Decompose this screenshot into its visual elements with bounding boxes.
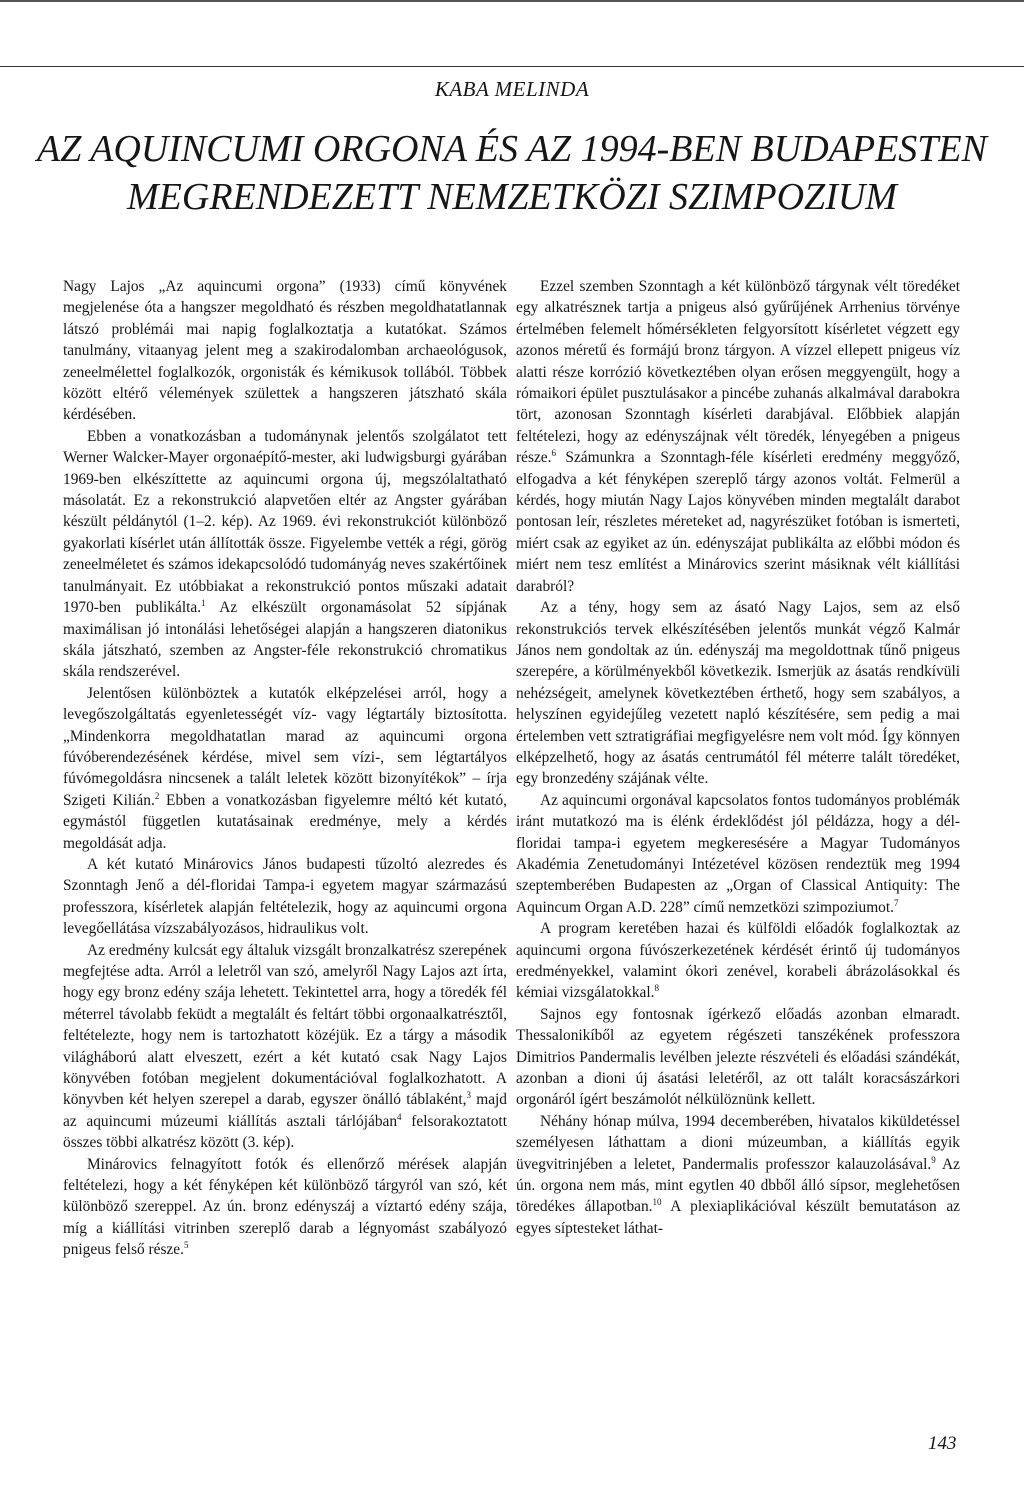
footnote-ref: 1 (201, 597, 206, 608)
title-line-2: MEGRENDEZETT NEMZETKÖZI SZIMPOZIUM (127, 176, 897, 218)
paragraph: Ebben a vonatkozásban a tudománynak jelentős szolgálatot tett Werner Walcker-Mayer orgonaépítő-mester, aki ludwigsburgi gyárában 1969-ben elkészíttette az aquincumi orgona új, megszólaltatható másolatát. Ez a rekonstrukció alapvetően eltér az Angster gyárában készült példánytól (1–2. kép). Az 1969. évi rekonstrukciót különböző gyakorlati kísérlet után állították össze. Figyelembe vették a régi, görög zeneelméletet és számos idekapcsolódó tudományág neves szakértőinek tanulmányait. Ez utóbbiakat a rekonstrukció pontos műszaki adatait 1970-ben publikálta.$^1$ Az elkészült orgonamásolat 52 sípjának maximálisan jó intonálási lehetőségei alapján a hangszeren diatonikus skála játszható, szemben az Angster-féle rekonstrukció chromatikus skála rendszerével. (63, 427, 508, 681)
paragraph: A program keretében hazai és külföldi előadók foglalkoztak az aquincumi orgona fúvószerkezetének kérdését érintő új tudományos eredményekkel, valamint ókori zenével, korabeli ábrázolásokkal és kémiai vizsgálatokkal.$^8$ (516, 920, 960, 1002)
footnote-ref: 5 (183, 1240, 189, 1251)
paragraph: Jelentősen különböztek a kutatók elképzelései arról, hogy a levegőszolgáltatás egyenletességét víz- vagy légtartály biztosította. „Mindenkorra megoldhatatlan marad az aquincumi orgona fúvóberendezésének kérdése, mivel sem vízi-, sem légtartályos fúvómegoldásra nincsenek a talált leletek között bizonyítékok” – írja Szigeti Kilián.$^2$ Ebben a vonatkozásban figyelemre méltó két kutató, egymástól független kutatásainak eredménye, mely a kérdés megoldását adja. (63, 684, 507, 852)
paragraph: Az aquincumi orgonával kapcsolatos fontos tudományos problémák iránt mutatkozó ma is élénk érdeklődést jól példázza, hogy a dél-floridai tampa-i egyetem megkeresésére a Magyar Tudományos Akadémia Zenetudományi Intézetével közösen rendeztük meg 1994 szeptemberében Budapesten az „Organ of Classical Antiquity: The Aquincum Organ A.D. 228” című nemzetközi szimpoziumot.$^7$ (516, 791, 960, 916)
footnote-ref: 3 (466, 1090, 471, 1101)
footnote-ref: 10 (652, 1197, 662, 1208)
paragraph: A két kutató Minárovics János budapesti tűzoltó alezredes és Szonntagh Jenő a dél-floridai Tampa-i egyetem magyar származású professzora, kísérletek alapján feltételezik, hogy az aquincumi orgona levegőellátása vízszabályozásos, hidraulikus volt. (63, 855, 507, 938)
paragraph: Az a tény, hogy sem az ásató Nagy Lajos, sem az első rekonstrukciós tervek elkészítésében jelentős munkát végző Kalmár János nem gondoltak az ún. edényszáj ma megoldottnak tűnő pnigeus szerepére, a körülményekből következik. Ismerjük az ásatás rendkívüli nehézségeit, amelynek következtében érthető, hogy sem szabályos, a helyszínen egyidejűleg vezetett napló készítésére, sem pedig a mai értelemben vett sztratigráfiai megfigyelésre nem volt mód. Így könnyen elképzelhető, hogy az ásatás centrumától fél méterre talált töredéket, egy bronzedény szájának vélte. (516, 599, 960, 788)
footnote-ref: 6 (551, 448, 556, 459)
footnote-ref: 7 (894, 897, 899, 908)
header-rule (0, 66, 1024, 67)
footnote-ref: 9 (931, 1154, 936, 1165)
footnote-ref: 8 (654, 983, 659, 994)
footnote-ref: 4 (397, 1111, 402, 1122)
footnote-ref: 2 (154, 790, 160, 801)
paragraph: Minárovics felnagyított fotók és ellenőrző mérések alapján feltételezi, hogy a két fényképen két különböző tárgyról van szó, két különböző szereppel. Az ún. bronz edényszáj a víztartó edény szája, míg a kiállítási vitrinben szereplő darab a légnyomást szabályozó pnigeus felső része.$^5$ (63, 1155, 507, 1259)
article-title (30, 125, 994, 221)
title-line-1: AZ AQUINCUMI ORGONA ÉS AZ 1994-BEN BUDAPESTEN (37, 128, 987, 170)
left-column (63, 276, 507, 1261)
paragraph: Az eredmény kulcsát egy általuk vizsgált bronzalkatrész szerepének megfejtése adta. Arról a leletről van szó, amelyről Nagy Lajos azt írta, hogy egy bronz edény szája lehetett. Tekintettel arra, hogy a töredék fél méterrel távolabb feküdt a megtalált és feltárt többi orgonaalkatrésztől, feltételezte, hogy nem is tartozhatott közéjük. Ez a tárgy a második világháború alatt elveszett, ezért a két kutató csak Nagy Lajos könyvében fotóban megjelent dokumentációval foglalkozhatott. A könyvben két helyen szerepel a darab, egyszer önálló táblaként,$^3$ majd az aquincumi múzeumi kiállítás asztali tárlójában$^4$ felsorakoztatott összes többi alkatrész között (3. kép). (63, 941, 508, 1152)
right-column (516, 276, 960, 1239)
top-border-line (0, 0, 1024, 2)
page-number: 143 (928, 1433, 957, 1454)
paragraph: Ezzel szemben Szonntagh a két különböző tárgynak vélt töredéket egy alkatrésznek tartja a pnigeus alsó gyűrűjének Arrhenius törvénye értelmében felemelt hőmérsékleten felgyorsított kísérletet végzett egy azonos méretű és formájú bronz tárgyon. A vízzel ellepett pnigeus víz alatti része korrózió következtében olyan erősen meggyengült, hogy a rómaikori épület pusztulásakor a pincébe zuhanás alkalmával darabokra tört, azonosan Szonntagh kísérleti darabjával. Előbbiek alapján feltételezi, hogy az edényszájnak vélt töredék, lényegében a pnigeus része.$^6$ Számunkra a Szonntagh-féle kísérleti eredmény meggyőző, elfogadva a két fényképen szereplő tárgy azonos voltát. Felmerül a kérdés, hogy miután Nagy Lajos könyvében minden megtalált darabot pontosan leír, részletes méreteket ad, nagyrészüket fotóban is ismerteti, miért csak az egyiket az ún. edényszájat publikálta az előbbi módon és miért nem tesz említést a Minárovics szerint másiknak vélt kiállítási darabról? (516, 278, 960, 595)
paragraph: Nagy Lajos „Az aquincumi orgona” (1933) című könyvének megjelenése óta a hangszer megoldható és részben megoldhatatlannak látszó problémái mai napig foglalkoztatja a kutatókat. Számos tanulmány, vitaanyag jelent meg a szakirodalomban archaeológusok, zeneelmélettel foglalkozók, orgonisták és kémikusok tollából. Többek között eltérő vélemények születtek a hangszeren játszható skála kérdésében. (63, 278, 507, 424)
author-name: KABA MELINDA (434, 77, 590, 101)
paragraph: Néhány hónap múlva, 1994 decemberében, hivatalos kiküldetéssel személyesen láthattam a dioni múzeumban, a kiállítás egyik üvegvitrinjében a leletet, Pandermalis professzor kalauzolásával.$^9$ Az ún. orgona nem más, mint egytlen 40 dbből álló sípsor, meglehetősen töredékes állapotban.$^{10}$ A plexiaplikációval készült bemutatáson az egyes síptesteket láthat- (516, 1112, 960, 1237)
paragraph: Sajnos egy fontosnak ígérkező előadás azonban elmaradt. Thessalonikíből az egyetem régészeti tanszékének professzora Dimitrios Pandermalis levélben jelezte részvételi és előadási szándékát, azonban a dioni új ásatási leletéről, az ott talált koracsászárkori orgonáról ígért beszámolót nélkülöznünk kellett. (516, 1005, 960, 1109)
